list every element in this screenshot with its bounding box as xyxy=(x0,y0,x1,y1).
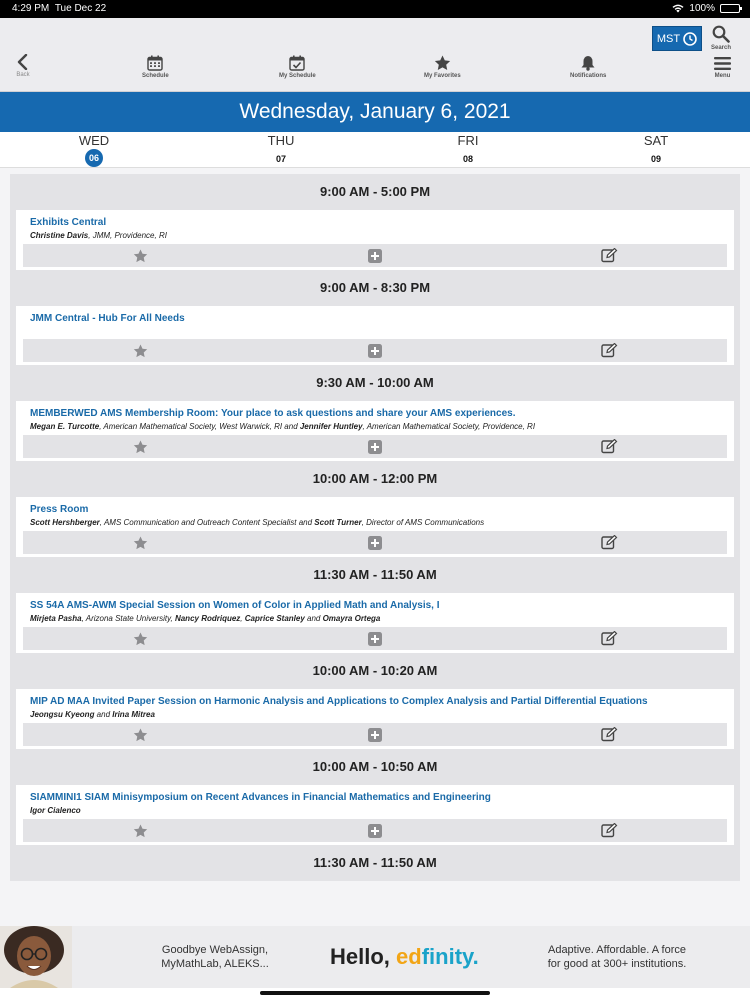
speaker-affiliation: and xyxy=(94,710,113,719)
back-button[interactable] xyxy=(16,54,30,78)
favorite-star-icon xyxy=(133,536,148,550)
speaker-name: Irina Mitrea xyxy=(112,710,155,719)
speaker-name: Igor Cialenco xyxy=(30,806,81,815)
add-note-button[interactable] xyxy=(492,339,727,362)
menu-label: Menu xyxy=(714,73,731,79)
favorite-star-icon xyxy=(133,249,148,263)
add-note-button[interactable] xyxy=(492,627,727,650)
session-card xyxy=(16,306,734,365)
edit-note-icon xyxy=(601,343,618,358)
speaker-affiliation: , Arizona State University, xyxy=(81,614,175,623)
favorite-button[interactable] xyxy=(23,627,258,650)
my-favorites-label: My Favorites xyxy=(424,73,461,79)
ad-text-left: Goodbye WebAssign, MyMathLab, ALEKS... xyxy=(161,944,269,970)
session-speakers xyxy=(23,324,727,335)
session-title-link[interactable]: SS 54A AMS-AWM Special Session on Women of Color in Applied Math and Analysis, I xyxy=(30,600,440,611)
session-actions xyxy=(23,244,727,267)
session-title-link[interactable]: JMM Central - Hub For All Needs xyxy=(30,313,185,324)
session-card xyxy=(16,689,734,749)
speaker-name: Scott Hershberger xyxy=(30,518,100,527)
speaker-affiliation: , xyxy=(240,614,245,623)
favorite-button[interactable] xyxy=(23,435,258,458)
speaker-affiliation: , American Mathematical Society, West Warwick, RI and xyxy=(99,422,300,431)
favorite-star-icon xyxy=(133,632,148,646)
favorite-button[interactable] xyxy=(23,819,258,842)
speaker-name: Nancy Rodriquez xyxy=(174,614,241,623)
day-name: THU xyxy=(267,133,295,148)
search-button[interactable] xyxy=(711,25,731,51)
timezone-label: MST xyxy=(656,32,681,45)
calendar-icon xyxy=(147,55,163,71)
session-actions xyxy=(23,531,727,554)
my-schedule-label: My Schedule xyxy=(279,73,316,79)
speaker-name: Mirjeta Pasha xyxy=(30,614,82,623)
add-note-button[interactable] xyxy=(492,531,727,554)
add-to-schedule-icon xyxy=(368,344,382,358)
session-card xyxy=(16,210,734,270)
favorite-button[interactable] xyxy=(23,723,258,746)
search-icon xyxy=(712,25,730,43)
edit-note-icon xyxy=(601,248,618,263)
favorite-button[interactable] xyxy=(23,244,258,267)
add-to-schedule-icon xyxy=(368,440,382,454)
ad-headline: Hello, edfinity. xyxy=(330,944,479,969)
day-number: 07 xyxy=(275,154,286,164)
session-card xyxy=(16,593,734,653)
add-to-schedule-icon xyxy=(368,536,382,550)
add-to-schedule-icon xyxy=(368,728,382,742)
schedule-button[interactable] xyxy=(142,55,169,79)
add-to-schedule-button[interactable] xyxy=(258,244,493,267)
add-to-schedule-button[interactable] xyxy=(258,435,493,458)
wifi-icon xyxy=(672,4,684,13)
add-to-schedule-button[interactable] xyxy=(258,723,493,746)
session-actions xyxy=(23,627,727,650)
day-name: FRI xyxy=(457,133,479,148)
add-note-button[interactable] xyxy=(492,819,727,842)
schedule-list xyxy=(10,174,740,881)
ad-text-right: Adaptive. Affordable. A force for good at 300+ institutions. xyxy=(547,944,687,970)
status-right xyxy=(672,3,740,14)
time-slot-header: 9:00 AM - 8:30 PM xyxy=(319,280,431,295)
day-tabs xyxy=(0,132,750,168)
favorite-button[interactable] xyxy=(23,531,258,554)
speaker-affiliation: , JMM, Providence, RI xyxy=(88,231,167,240)
session-actions xyxy=(23,435,727,458)
session-speakers xyxy=(23,611,727,623)
session-title-link[interactable]: MIP AD MAA Invited Paper Session on Harmonic Analysis and Applications to Complex Analysis and Partial Differential Equations xyxy=(30,696,648,707)
calendar-check-icon xyxy=(289,55,305,71)
search-label: Search xyxy=(711,45,732,51)
day-tab-wed[interactable] xyxy=(54,133,134,167)
speaker-name: Christine Davis xyxy=(30,231,89,240)
speaker-name: Omayra Ortega xyxy=(322,614,381,623)
star-icon xyxy=(434,55,451,71)
hamburger-menu-icon xyxy=(714,56,731,71)
chevron-left-icon xyxy=(16,54,30,70)
time-slot-header: 11:30 AM - 11:50 AM xyxy=(313,855,437,870)
time-slot-header: 11:30 AM - 11:50 AM xyxy=(313,567,437,582)
day-tab-sat[interactable] xyxy=(616,133,696,168)
menu-button[interactable] xyxy=(714,56,731,79)
session-speakers xyxy=(23,228,727,240)
session-actions xyxy=(23,723,727,746)
ad-person-image xyxy=(0,926,72,988)
bell-icon xyxy=(580,55,596,71)
timezone-button[interactable] xyxy=(652,26,702,51)
session-title-link[interactable]: SIAMMINI1 SIAM Minisymposium on Recent Advances in Financial Mathematics and Engineering xyxy=(30,792,491,803)
session-actions xyxy=(23,339,727,362)
add-to-schedule-button[interactable] xyxy=(258,531,493,554)
time-slot-header: 9:30 AM - 10:00 AM xyxy=(316,375,434,390)
add-note-button[interactable] xyxy=(492,723,727,746)
session-speakers xyxy=(23,803,727,815)
session-speakers xyxy=(23,515,727,527)
edit-note-icon xyxy=(601,535,618,550)
session-title-link[interactable]: Press Room xyxy=(30,504,89,515)
favorite-star-icon xyxy=(133,728,148,742)
time-slot-header: 10:00 AM - 12:00 PM xyxy=(312,471,438,486)
time-slot-header: 10:00 AM - 10:50 AM xyxy=(312,759,438,774)
session-speakers xyxy=(23,419,727,431)
session-actions xyxy=(23,819,727,842)
battery-text: 100% xyxy=(689,3,715,14)
session-title-link[interactable]: MEMBERWED AMS Membership Room: Your place to ask questions and share your AMS experiences. xyxy=(30,408,516,419)
speaker-affiliation: , American Mathematical Society, Providence, RI xyxy=(362,422,536,431)
favorite-star-icon xyxy=(133,824,148,838)
day-number: 06 xyxy=(85,149,103,167)
add-to-schedule-button[interactable] xyxy=(258,819,493,842)
speaker-affiliation: , Director of AMS Communications xyxy=(361,518,485,527)
speaker-name: Caprice Stanley xyxy=(244,614,305,623)
toolbar xyxy=(0,18,750,92)
back-label: Back xyxy=(16,72,30,78)
day-number: 09 xyxy=(650,154,661,164)
edit-note-icon xyxy=(601,727,618,742)
home-indicator[interactable] xyxy=(260,991,490,995)
add-to-schedule-icon xyxy=(368,249,382,263)
day-number: 08 xyxy=(462,154,473,164)
my-schedule-button[interactable] xyxy=(279,55,316,79)
add-to-schedule-button[interactable] xyxy=(258,339,493,362)
speaker-affiliation: and xyxy=(304,614,323,623)
add-note-button[interactable] xyxy=(492,244,727,267)
favorite-star-icon xyxy=(133,440,148,454)
speaker-name: Megan E. Turcotte xyxy=(30,422,100,431)
my-favorites-button[interactable] xyxy=(424,55,461,79)
add-note-button[interactable] xyxy=(492,435,727,458)
edit-note-icon xyxy=(601,439,618,454)
day-name: WED xyxy=(78,133,110,148)
speaker-name: Jennifer Huntley xyxy=(299,422,363,431)
add-to-schedule-button[interactable] xyxy=(258,627,493,650)
day-name: SAT xyxy=(643,133,669,148)
status-bar xyxy=(0,0,750,18)
battery-icon xyxy=(720,4,740,13)
day-tab-fri[interactable] xyxy=(428,133,508,168)
notifications-button[interactable] xyxy=(570,55,606,79)
speaker-affiliation: , AMS Communication and Outreach Content Specialist and xyxy=(99,518,315,527)
clock-icon xyxy=(683,32,697,46)
session-card xyxy=(16,785,734,845)
day-tab-thu[interactable] xyxy=(241,133,321,168)
schedule-label: Schedule xyxy=(142,73,169,79)
time-slot-header: 9:00 AM - 5:00 PM xyxy=(319,184,431,199)
speaker-name: Scott Turner xyxy=(314,518,362,527)
edit-note-icon xyxy=(601,631,618,646)
session-speakers xyxy=(23,707,727,719)
add-to-schedule-icon xyxy=(368,824,382,838)
session-card xyxy=(16,401,734,461)
session-title-link[interactable]: Exhibits Central xyxy=(30,217,107,228)
schedule-list-container[interactable] xyxy=(0,168,750,926)
session-card xyxy=(16,497,734,557)
favorite-star-icon xyxy=(133,344,148,358)
notifications-label: Notifications xyxy=(570,73,607,79)
status-time: 4:29 PM Tue Dec 22 xyxy=(12,3,107,14)
add-to-schedule-icon xyxy=(368,632,382,646)
edit-note-icon xyxy=(601,823,618,838)
favorite-button[interactable] xyxy=(23,339,258,362)
date-banner: Wednesday, January 6, 2021 xyxy=(0,92,750,132)
home-indicator-bar xyxy=(0,988,750,1000)
speaker-name: Jeongsu Kyeong xyxy=(30,710,95,719)
ad-banner[interactable] xyxy=(0,926,750,988)
time-slot-header: 10:00 AM - 10:20 AM xyxy=(312,663,438,678)
